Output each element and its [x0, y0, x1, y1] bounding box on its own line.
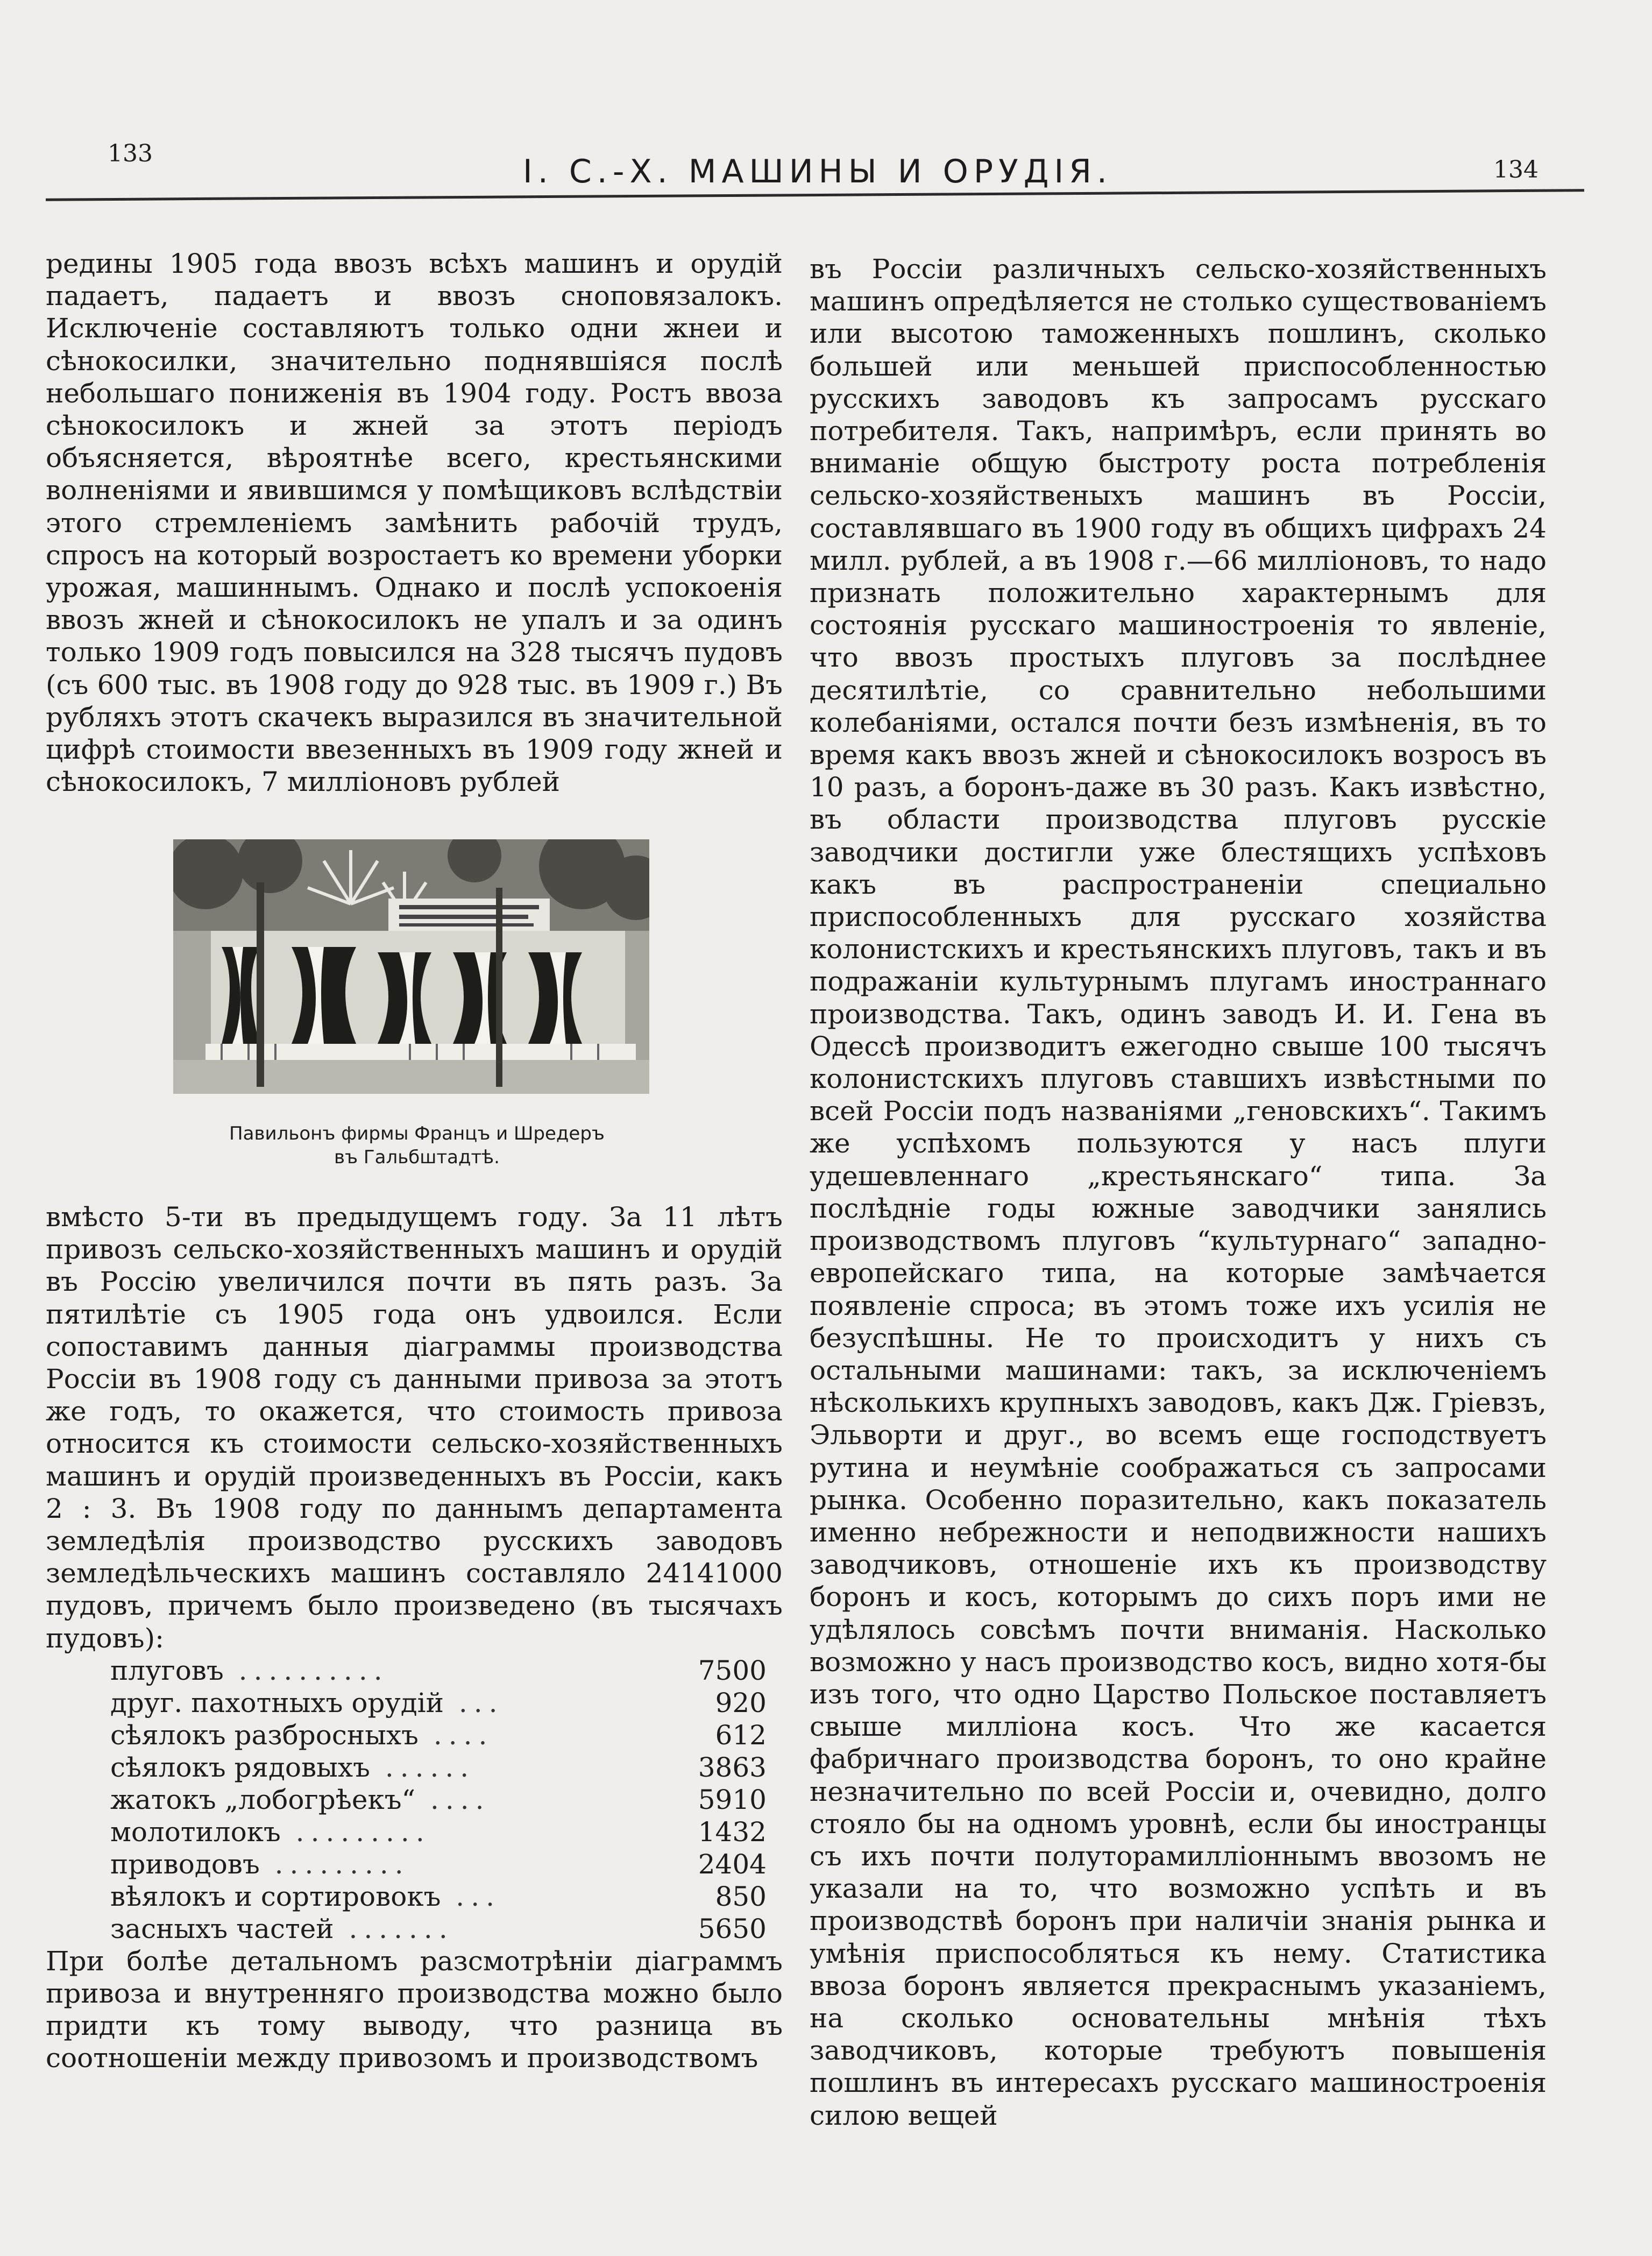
leader-dots: .... [418, 1719, 494, 1751]
page-number-left: 133 [108, 140, 153, 167]
right-column [810, 253, 1547, 2132]
left-end-paragraph: При болѣе детальномъ разсмотрѣніи діаграммъ привоза и внутренняго производства можно было придти къ тому выводу, что разница въ соотношеніи между привозомъ и производствомъ [46, 1945, 783, 2074]
left-column-top [46, 247, 783, 798]
left-bottom-paragraph: вмѣсто 5-ти въ предыдущемъ году. За 11 лѣтъ привозъ сельско-хозяйственныхъ машинъ и орудій въ Россію увеличился почти въ пять разъ. За пятилѣтіе съ 1905 года онъ удвоился. Если сопоставимъ данныя діаграммы производства Россіи въ 1908 году съ данными привоза за этотъ же годъ, то окажется, что стоимость привоза относится къ стоимости сельско-хозяйственныхъ машинъ и орудій произведенныхъ въ Россіи, какъ 2 : 3. Въ 1908 году по даннымъ департамента земледѣлія производство русскихъ заводовъ земледѣльческихъ машинъ составляло 24141000 пудовъ, причемъ было произведено (въ тысячахъ пудовъ): [46, 1201, 783, 1654]
right-paragraph: въ Россіи различныхъ сельско-хозяйственныхъ машинъ опредѣляется не столько существованіемъ или высотою таможенныхъ пошлинъ, сколько большей или меньшей приспособленностью русскихъ заводовъ къ запросамъ русскаго потребителя. Такъ, напримѣръ, если принять во вниманіе общую быстроту роста потребленія сельско-хозяйственыхъ машинъ въ Россіи, составлявшаго въ 1900 году въ общихъ цифрахъ 24 милл. рублей, а въ 1908 г.—66 милліоновъ, то надо признать положительно характернымъ для состоянія русскаго машиностроенія то явленіе, что ввозъ простыхъ плуговъ за послѣднее десятилѣтіе, со сравнительно небольшими колебаніями, остался почти безъ измѣненія, въ то время какъ ввозъ жней и сѣнокосилокъ возросъ въ 10 разъ, а боронъ-даже въ 30 разъ. Какъ извѣстно, въ области производства плуговъ русскіе заводчики достигли уже блестящихъ успѣховъ какъ въ распространеніи специально приспособленныхъ для русскаго хозяйства колонистскихъ и крестьянскихъ плуговъ, такъ и въ подражаніи культурнымъ плугамъ иностраннаго производства. Такъ, одинъ заводъ И. И. Гена въ Одессѣ производитъ ежегодно свыше 100 тысячъ колонистскихъ плуговъ ставшихъ извѣстными по всей Россіи подъ названіями „геновскихъ“. Такимъ же успѣхомъ пользуются у насъ плуги удешевленнаго „крестьянскаго“ типа. За послѣдніе годы южные заводчики занялись производствомъ плуговъ “культурнаго“ западно-европейскаго типа, на которые замѣчается появленіе спроса; въ этомъ тоже ихъ усилія не безуспѣшны. Не то происходитъ у нихъ съ остальными машинами: такъ, за исключеніемъ нѣсколькихъ крупныхъ заводовъ, какъ Дж. Гріевзъ, Эльворти и друг., во всемъ еще господствуетъ рутина и неумѣніе соображаться съ запросами рынка. Особенно поразительно, какъ показатель именно небрежности и неподвижности нашихъ заводчиковъ, отношеніе ихъ къ производству боронъ и косъ, которымъ до сихъ поръ ими не удѣлялось совсѣмъ почти вниманія. Насколько возможно у насъ производство косъ, видно хотя-бы изъ того, что одно Царство Польское поставляетъ свыше милліона косъ. Что же касается фабричнаго производства боронъ, то оно крайне незначительно по всей Россіи и, очевидно, долго стояло бы на одномъ уровнѣ, если бы иностранцы съ ихъ почти полуторамилліоннымъ ввозомъ не указали на то, что возможно успѣть и въ производствѣ боронъ при наличіи знанія рынка и умѣнія приспособляться къ нему. Статистика ввоза боронъ является прекраснымъ указаніемъ, на сколько основательны мнѣнія тѣхъ заводчиковъ, которые требуютъ повышенія пошлинъ въ интересахъ русскаго машиностроенія силою вещей [810, 253, 1547, 2131]
production-row [110, 1816, 767, 1848]
production-row [110, 1880, 767, 1913]
pavilion-photo [173, 839, 649, 1094]
production-value: 7500 [698, 1654, 767, 1686]
production-row [110, 1654, 767, 1687]
production-item: засныхъ частей [110, 1913, 334, 1944]
production-item: молотилокъ [110, 1816, 281, 1848]
figure-caption [134, 1122, 699, 1169]
production-value: 1432 [698, 1816, 767, 1848]
production-value: 3863 [698, 1751, 767, 1783]
caption-line-1: Павильонъ фирмы Францъ и Шредеръ [229, 1123, 605, 1144]
production-value: 920 [715, 1687, 767, 1718]
production-item: сѣялокъ рядовыхъ [110, 1751, 370, 1783]
production-value: 5910 [698, 1784, 767, 1815]
production-value: 5650 [698, 1913, 767, 1944]
production-row [110, 1913, 767, 1945]
production-item: плуговъ [110, 1654, 224, 1686]
leader-dots: ....... [334, 1913, 454, 1944]
leader-dots: .... [415, 1784, 491, 1815]
production-value: 850 [715, 1880, 767, 1912]
production-row [110, 1719, 767, 1751]
leader-dots: ... [441, 1880, 501, 1912]
left-column-bottom [46, 1201, 783, 2075]
left-top-paragraph: редины 1905 года ввозъ всѣхъ машинъ и орудій падаетъ, падаетъ и ввозъ сноповязалокъ. Исключеніе составляютъ только одни жнеи и сѣнокосилки, значительно поднявшіяся послѣ небольшаго пониженія въ 1904 году. Ростъ ввоза сѣнокосилокъ и жней за этотъ періодъ объясняется, вѣроятнѣе всего, крестьянскими волненіями и явившимся у помѣщиковъ вслѣдствіи этого стремленіемъ замѣнить рабочій трудъ, спросъ на который возростаетъ ко времени уборки урожая, машиннымъ. Однако и послѣ успокоенія ввозъ жней и сѣнокосилокъ не упалъ и за одинъ только 1909 годъ повысился на 328 тысячъ пудовъ (съ 600 тыс. въ 1908 году до 928 тыс. въ 1909 г.) Въ рубляхъ этотъ скачекъ выразился въ значительной цифрѣ стоимости ввезенныхъ въ 1909 году жней и сѣнокосилокъ, 7 милліоновъ рублей [46, 248, 783, 798]
production-value: 612 [715, 1719, 767, 1751]
production-item: приводовъ [110, 1848, 260, 1880]
production-item: жатокъ „лобогрѣекъ“ [110, 1784, 416, 1815]
production-row [110, 1848, 767, 1880]
production-table [110, 1654, 767, 1945]
leader-dots: ......... [259, 1848, 410, 1880]
leader-dots: ......... [280, 1816, 431, 1848]
page-number-right: 134 [1493, 156, 1538, 183]
leader-dots: .......... [223, 1654, 389, 1686]
production-value: 2404 [698, 1848, 767, 1880]
production-row [110, 1751, 767, 1784]
production-item: друг. пахотныхъ орудій [110, 1687, 444, 1718]
running-title: I. С.-Х. МАШИНЫ И ОРУДІЯ. [523, 153, 1112, 190]
production-item: сѣялокъ разбросныхъ [110, 1719, 419, 1751]
production-item: вѣялокъ и сортировокъ [110, 1880, 441, 1912]
production-row [110, 1687, 767, 1719]
leader-dots: ... [443, 1687, 504, 1718]
leader-dots: ...... [370, 1751, 476, 1783]
caption-line-2: въ Гальбштадтѣ. [334, 1147, 500, 1168]
production-row [110, 1784, 767, 1816]
